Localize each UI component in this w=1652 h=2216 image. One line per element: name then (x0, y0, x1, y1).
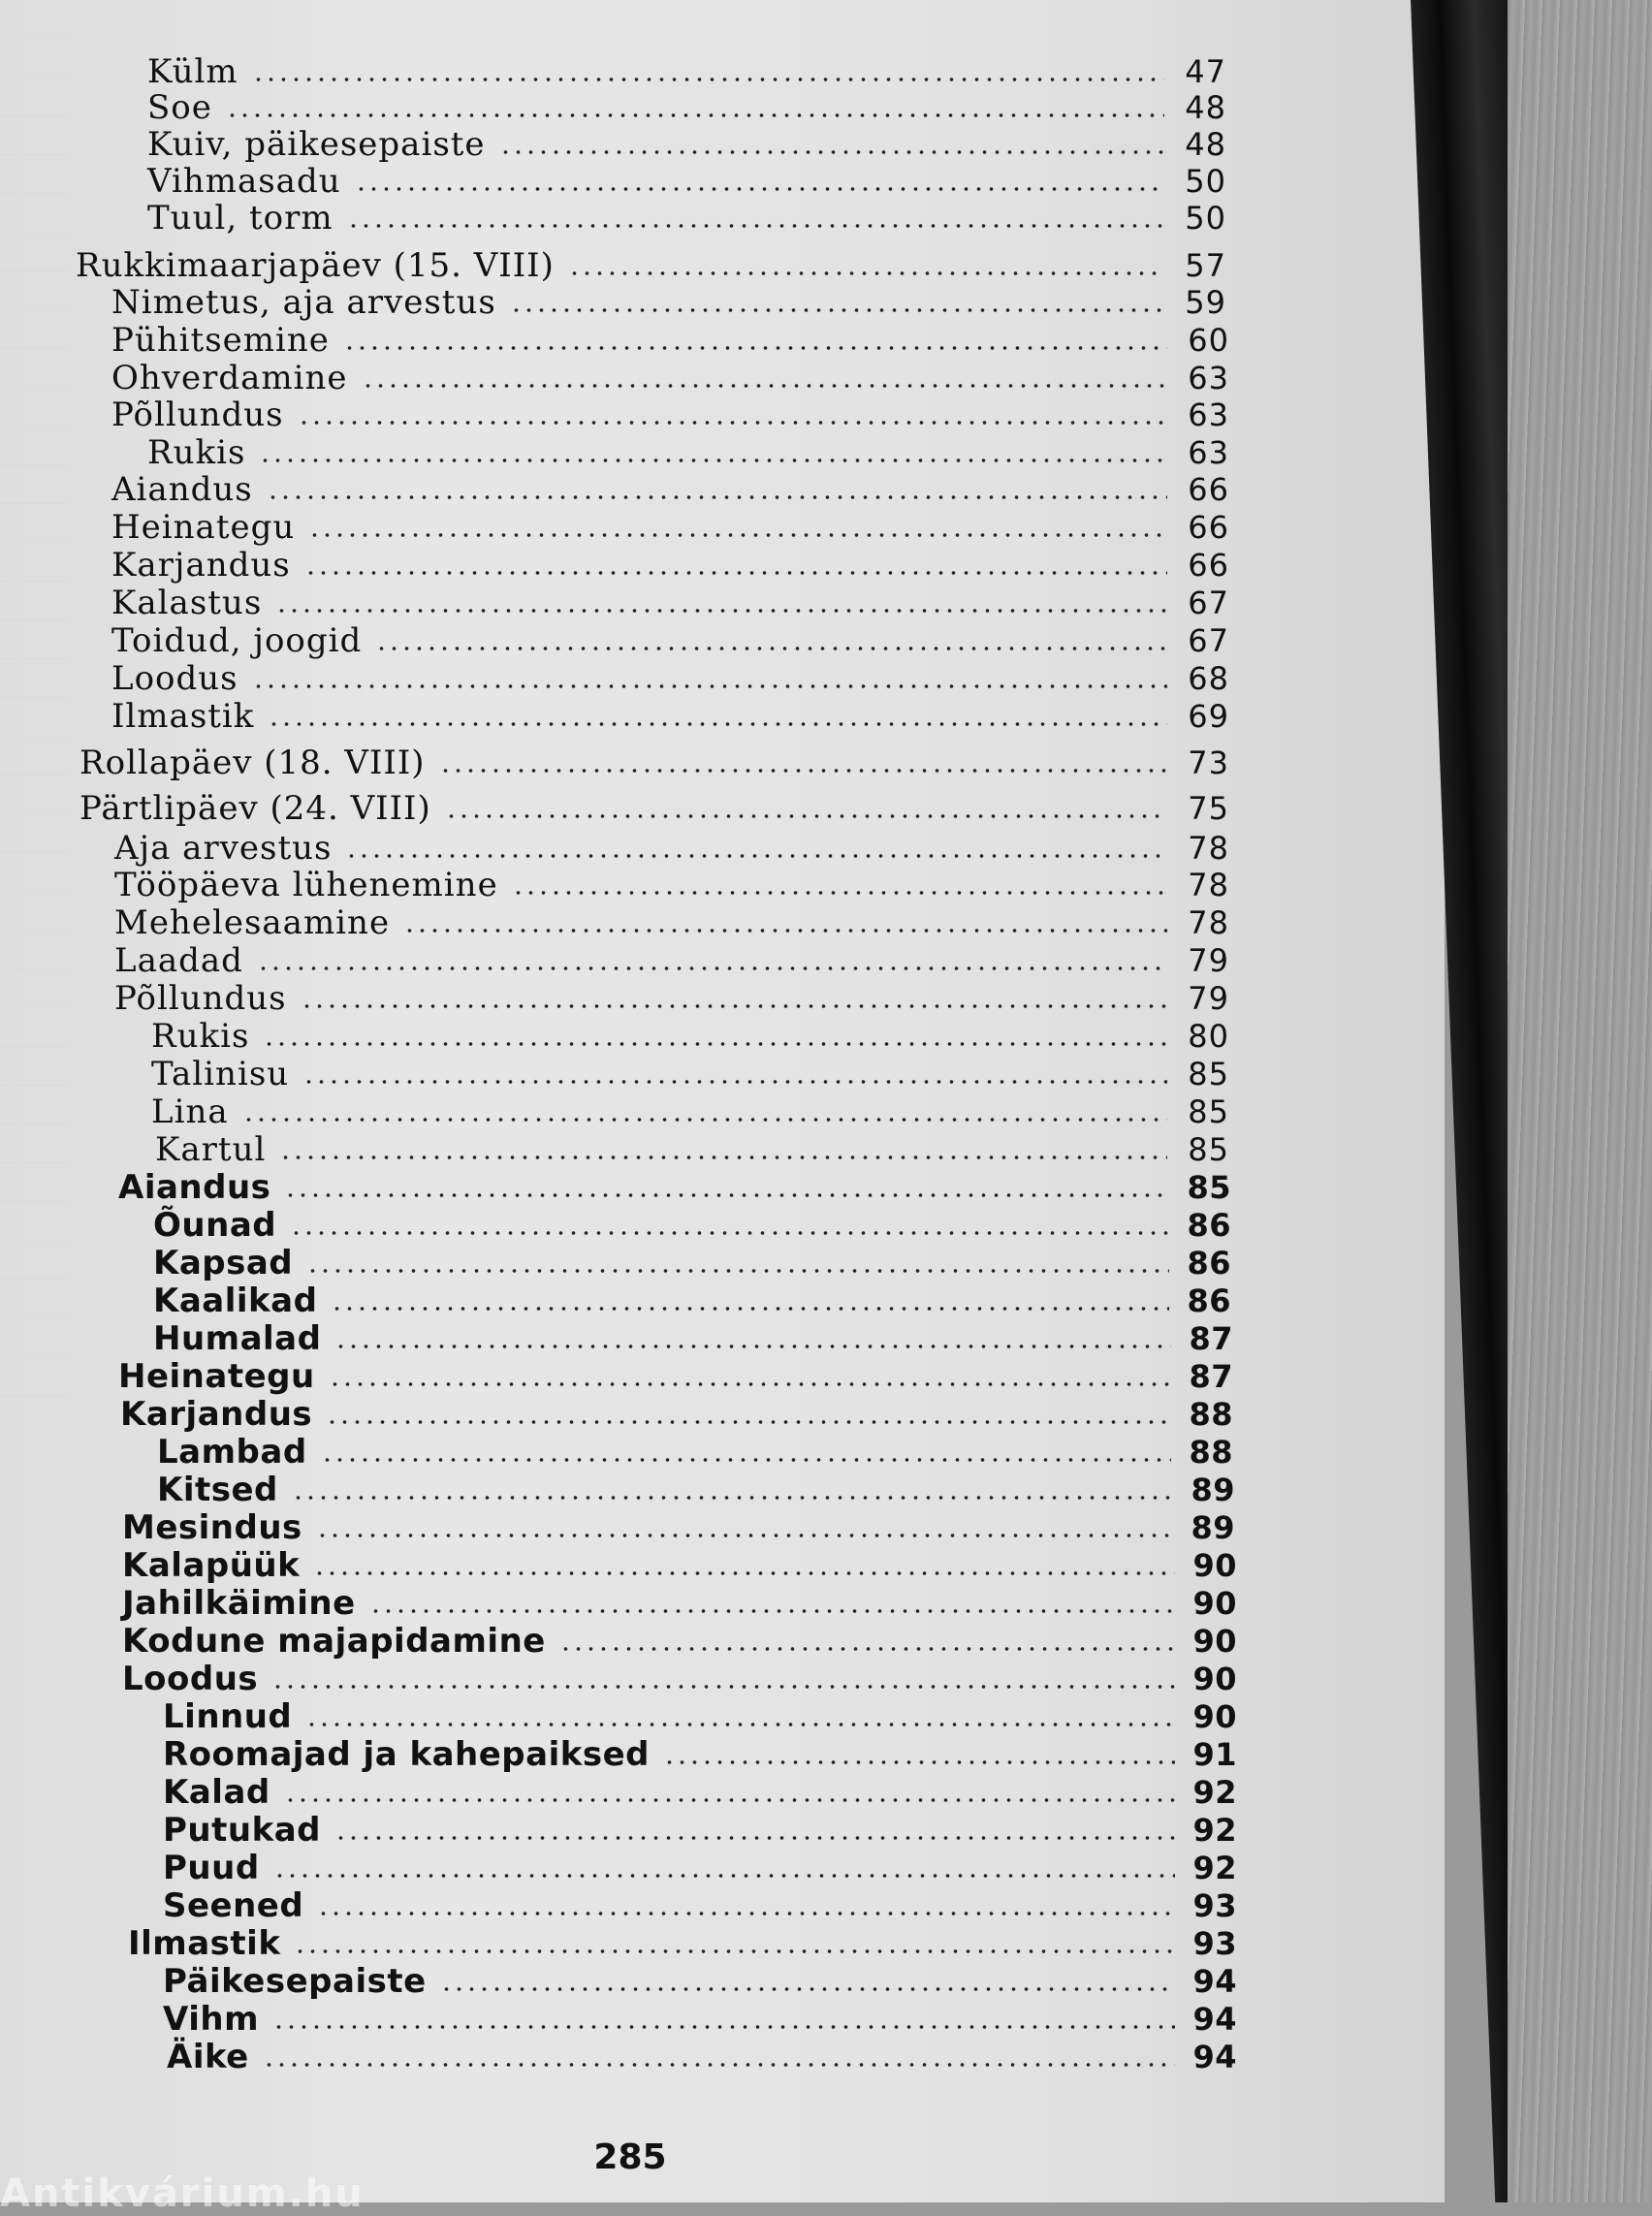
toc-entry-page: 89 (1191, 1472, 1235, 1508)
toc-entry-page: 90 (1192, 1585, 1237, 1622)
toc-entry-title: Kodune majapidamine (122, 1622, 546, 1661)
toc-entry-page: 88 (1189, 1434, 1233, 1471)
toc-entry-title: Kalapüük (122, 1546, 301, 1585)
dot-leader (302, 1079, 1167, 1085)
toc-entry (122, 1660, 1237, 1698)
dot-leader (273, 1873, 1175, 1879)
toc-entry-title: Põllundus (114, 979, 287, 1018)
toc-entry (114, 829, 1229, 868)
toc-entry (79, 744, 1229, 782)
toc-entry-page: 59 (1185, 284, 1226, 321)
toc-entry (122, 1508, 1235, 1547)
toc-entry-title: Kaalikad (153, 1282, 318, 1320)
toc-entry-title: Toidud, joogid (111, 621, 363, 660)
dot-leader (306, 1268, 1169, 1274)
toc-entry (163, 1962, 1237, 2001)
dot-leader (343, 345, 1167, 351)
toc-entry-page: 48 (1185, 89, 1226, 126)
dot-leader (272, 2024, 1175, 2030)
bleed-mark (0, 1163, 68, 1202)
toc-entry-page: 63 (1188, 434, 1229, 471)
toc-entry-page: 66 (1188, 509, 1229, 546)
toc-entry-page: 48 (1185, 126, 1226, 163)
toc-entry (114, 903, 1229, 942)
toc-entry-title: Kuiv, päikesepaiste (147, 125, 486, 164)
toc-entry (153, 1282, 1231, 1320)
bleed-mark (0, 388, 68, 427)
toc-entry-title: Puud (163, 1849, 260, 1887)
bleed-mark (0, 233, 68, 271)
toc-entry (163, 1773, 1237, 1812)
dot-leader (284, 1797, 1175, 1803)
dot-leader (292, 1495, 1173, 1501)
toc-entry-page: 66 (1188, 547, 1229, 584)
toc-entry-page: 67 (1188, 622, 1229, 659)
bleed-mark (0, 427, 68, 465)
toc-entry-page: 90 (1192, 1698, 1237, 1735)
toc-entry (111, 283, 1226, 322)
toc-entry (122, 1546, 1237, 1585)
toc-entry-page: 93 (1192, 1887, 1237, 1924)
bleed-mark (0, 310, 68, 349)
dot-leader (226, 112, 1164, 118)
toc-entry (111, 697, 1229, 736)
toc-entry (114, 941, 1229, 980)
toc-entry (157, 1433, 1233, 1472)
dot-leader (263, 1041, 1167, 1047)
bleed-mark (0, 1008, 68, 1047)
toc-entry (147, 88, 1226, 127)
toc-entry (163, 1886, 1237, 1925)
bleed-mark (0, 1280, 68, 1318)
toc-entry-page: 85 (1187, 1169, 1231, 1206)
dot-leader (439, 768, 1167, 774)
dot-leader (362, 383, 1167, 389)
toc-entry-page: 90 (1192, 1661, 1237, 1697)
toc-entry-page: 73 (1188, 744, 1229, 781)
toc-entry (111, 546, 1229, 585)
toc-entry (76, 246, 1226, 285)
toc-entry-title: Pühitsemine (111, 321, 330, 360)
bleed-mark (0, 814, 68, 853)
bleed-mark (0, 776, 68, 814)
toc-entry-title: Putukad (163, 1811, 321, 1850)
toc-entry-title: Jahilkäimine (122, 1584, 356, 1623)
toc-entry (153, 1319, 1233, 1358)
dot-leader (257, 966, 1167, 971)
dot-leader (369, 1608, 1175, 1614)
dot-leader (305, 1722, 1175, 1727)
toc-entry-title: Mesindus (122, 1508, 302, 1547)
toc-entry-page: 92 (1192, 1812, 1237, 1849)
dot-leader (663, 1759, 1175, 1765)
bleed-mark (0, 698, 68, 737)
toc-entry-page: 67 (1188, 585, 1229, 621)
toc-entry (163, 2000, 1237, 2039)
toc-entry (111, 359, 1229, 397)
dot-leader (284, 1192, 1169, 1198)
toc-entry-page: 47 (1185, 53, 1226, 90)
toc-entry (147, 433, 1229, 472)
toc-entry-title: Linnud (163, 1697, 293, 1736)
toc-entry (118, 1168, 1231, 1207)
dot-leader (242, 1117, 1167, 1123)
toc-entry-page: 63 (1188, 360, 1229, 396)
toc-entry-page: 86 (1187, 1282, 1231, 1319)
toc-entry-page: 85 (1188, 1131, 1229, 1168)
toc-entry-title: Ilmastik (128, 1924, 281, 1963)
toc-entry (163, 1697, 1237, 1736)
toc-entry-page: 88 (1189, 1396, 1233, 1433)
dot-leader (440, 1986, 1175, 1992)
bleed-mark (0, 155, 68, 194)
toc-entry-page: 69 (1188, 698, 1229, 735)
toc-entry-page: 90 (1192, 1623, 1237, 1660)
background-surface (1508, 0, 1652, 2202)
toc-entry-page: 86 (1187, 1245, 1231, 1282)
dot-leader (445, 813, 1167, 819)
toc-entry-page: 63 (1188, 396, 1229, 433)
toc-entry-page: 87 (1189, 1320, 1233, 1357)
dot-leader (512, 890, 1167, 896)
toc-entry-page: 93 (1192, 1925, 1237, 1962)
toc-entry-page: 78 (1188, 867, 1229, 903)
bleed-mark (0, 1124, 68, 1163)
bleed-mark (0, 1318, 68, 1357)
toc-entry-title: Tuul, torm (147, 199, 334, 237)
toc-entry-page: 50 (1185, 200, 1226, 237)
bleed-mark (0, 1047, 68, 1086)
dot-leader (316, 1533, 1173, 1538)
toc-entry-title: Roomajad ja kahepaiksed (163, 1735, 650, 1774)
toc-entry-page: 85 (1188, 1056, 1229, 1092)
toc-entry-title: Karjandus (120, 1395, 313, 1434)
toc-entry-page: 89 (1191, 1509, 1235, 1546)
dot-leader (313, 1570, 1175, 1576)
toc-entry-title: Nimetus, aja arvestus (111, 283, 496, 322)
toc-entry (122, 1622, 1237, 1661)
toc-entry-title: Pärtlipäev (24. VIII) (79, 789, 431, 828)
toc-entry (111, 470, 1229, 509)
bleed-mark (0, 271, 68, 310)
bleed-mark (0, 78, 68, 116)
toc-entry-page: 60 (1188, 322, 1229, 359)
dot-leader (499, 149, 1164, 155)
dot-leader (403, 928, 1167, 934)
bleed-mark (0, 853, 68, 892)
dot-leader (375, 646, 1167, 651)
toc-entry (167, 2038, 1237, 2076)
toc-entry-title: Heinategu (111, 508, 296, 547)
toc-entry (147, 52, 1226, 91)
toc-entry (153, 1206, 1231, 1245)
dot-leader (559, 1646, 1175, 1652)
toc-entry-title: Ohverdamine (111, 359, 348, 397)
dot-leader (345, 853, 1167, 859)
bleed-mark (0, 504, 68, 543)
toc-entry (114, 979, 1229, 1018)
toc-entry-title: Külm (147, 52, 238, 91)
dot-leader (334, 1344, 1171, 1349)
bleed-mark (0, 39, 68, 78)
bleed-mark (0, 1086, 68, 1124)
dot-leader (294, 1948, 1175, 1954)
toc-entry-title: Tööpäeva lühenemine (114, 866, 498, 904)
toc-entry (155, 1130, 1229, 1169)
dot-leader (298, 420, 1167, 426)
toc-entry-title: Kapsad (153, 1244, 294, 1282)
toc-entry-page: 92 (1192, 1774, 1237, 1811)
dot-leader (317, 1911, 1175, 1916)
toc-entry-title: Aiandus (118, 1168, 271, 1207)
dot-leader (510, 307, 1164, 313)
toc-entry (120, 1395, 1233, 1434)
bleed-mark (0, 465, 68, 504)
toc-entry (157, 1471, 1235, 1509)
dot-leader (326, 1419, 1171, 1425)
toc-entry-page: 92 (1192, 1850, 1237, 1886)
toc-entry-page: 78 (1188, 830, 1229, 867)
page-number: 285 (593, 2137, 667, 2177)
bleed-mark (0, 194, 68, 233)
bleed-mark (0, 931, 68, 969)
toc-entry-title: Mehelesaamine (114, 903, 391, 942)
dot-leader (267, 494, 1167, 500)
dot-leader (268, 721, 1167, 727)
bleed-mark (0, 0, 68, 39)
toc-entry-title: Kitsed (157, 1471, 278, 1509)
dot-leader (304, 570, 1167, 576)
bleed-mark (0, 1357, 68, 1396)
toc-entry-title: Põllundus (111, 396, 284, 434)
dot-leader (259, 458, 1167, 463)
toc-entry-title: Kalad (163, 1773, 270, 1812)
bleed-mark (0, 116, 68, 155)
toc-entry-title: Karjandus (111, 546, 291, 585)
toc-entry-page: 57 (1185, 247, 1226, 284)
toc-entry (111, 396, 1229, 434)
toc-entry-title: Talinisu (151, 1055, 290, 1093)
toc-entry-page: 79 (1188, 980, 1229, 1017)
bleed-mark (0, 1241, 68, 1280)
toc-entry-page: 78 (1188, 904, 1229, 941)
toc-entry-title: Vihmasadu (147, 162, 341, 201)
dot-leader (252, 77, 1164, 82)
toc-entry (163, 1849, 1237, 1887)
toc-entry-title: Lambad (157, 1433, 307, 1472)
toc-entry (163, 1811, 1237, 1850)
toc-entry-title: Äike (167, 2038, 249, 2076)
toc-entry (118, 1357, 1233, 1396)
dot-leader (290, 1230, 1169, 1236)
bleed-mark (0, 659, 68, 698)
toc-entry-title: Lina (151, 1092, 229, 1131)
toc-entry-page: 68 (1188, 660, 1229, 697)
dot-leader (568, 270, 1164, 276)
toc-entry-title: Päikesepaiste (163, 1962, 427, 2001)
toc-entry-page: 75 (1188, 790, 1229, 827)
toc-entry (111, 621, 1229, 660)
bleed-mark (0, 892, 68, 931)
dot-leader (252, 683, 1167, 689)
bleed-mark (0, 737, 68, 776)
watermark: Antikvárium.hu (0, 2171, 365, 2216)
toc-entry-page: 87 (1189, 1358, 1233, 1395)
dot-leader (321, 1457, 1171, 1463)
toc-entry-page: 94 (1192, 1963, 1237, 2000)
toc-entry-title: Humalad (153, 1319, 322, 1358)
toc-entry (151, 1055, 1229, 1093)
bleed-mark (0, 349, 68, 388)
bleed-mark (0, 1202, 68, 1241)
toc-entry-page: 80 (1188, 1018, 1229, 1055)
dot-leader (279, 1155, 1167, 1160)
toc-entry (147, 199, 1226, 237)
toc-entry (79, 789, 1229, 828)
toc-entry-title: Kartul (155, 1130, 267, 1169)
toc-entry-page: 94 (1192, 2001, 1237, 2038)
toc-entry-title: Soe (147, 88, 212, 127)
toc-entry-title: Loodus (111, 659, 238, 698)
toc-entry (163, 1735, 1237, 1774)
toc-entry-title: Rollapäev (18. VIII) (79, 744, 426, 782)
toc-entry-page: 91 (1192, 1736, 1237, 1773)
toc-entry (153, 1244, 1231, 1282)
dot-leader (308, 532, 1167, 538)
toc-entry-page: 66 (1188, 471, 1229, 508)
toc-entry-title: Ilmastik (111, 697, 255, 736)
toc-entry-title: Kalastus (111, 584, 263, 622)
toc-entry (111, 321, 1229, 360)
dot-leader (355, 186, 1164, 192)
toc-entry-page: 90 (1192, 1547, 1237, 1584)
dot-leader (329, 1381, 1171, 1387)
toc-entry (122, 1584, 1237, 1623)
toc-entry-title: Seened (163, 1886, 304, 1925)
dot-leader (334, 1835, 1175, 1841)
bleed-mark (0, 543, 68, 582)
toc-entry (147, 162, 1226, 201)
toc-entry-title: Heinategu (118, 1357, 315, 1396)
facing-page-bleed (0, 0, 68, 1396)
toc-entry-page: 85 (1188, 1093, 1229, 1130)
dot-leader (347, 223, 1164, 229)
toc-entry (114, 866, 1229, 904)
dot-leader (275, 608, 1167, 614)
bleed-mark (0, 969, 68, 1008)
toc-entry (111, 659, 1229, 698)
toc-entry (111, 584, 1229, 622)
bleed-mark (0, 620, 68, 659)
toc-entry (151, 1092, 1229, 1131)
toc-entry-title: Õunad (153, 1206, 277, 1245)
bleed-mark (0, 582, 68, 620)
toc-entry-title: Rukis (151, 1017, 250, 1056)
toc-entry-page: 86 (1187, 1207, 1231, 1244)
toc-entry-page: 94 (1192, 2039, 1237, 2075)
toc-entry-title: Aja arvestus (114, 829, 333, 868)
dot-leader (301, 1003, 1167, 1009)
toc-entry-page: 50 (1185, 163, 1226, 200)
toc-entry (111, 508, 1229, 547)
toc-entry-title: Vihm (163, 2000, 260, 2039)
dot-leader (331, 1306, 1169, 1312)
toc-entry-title: Laadad (114, 941, 243, 980)
toc-entry (147, 125, 1226, 164)
toc-entry (151, 1017, 1229, 1056)
toc-entry-title: Rukis (147, 433, 246, 472)
dot-leader (271, 1684, 1175, 1690)
toc-entry-page: 79 (1188, 942, 1229, 979)
toc-entry-title: Loodus (122, 1660, 259, 1698)
dot-leader (263, 2062, 1175, 2068)
toc-entry-title: Rukkimaarjapäev (15. VIII) (76, 246, 555, 285)
toc-entry-title: Aiandus (111, 470, 253, 509)
toc-entry (128, 1924, 1237, 1963)
